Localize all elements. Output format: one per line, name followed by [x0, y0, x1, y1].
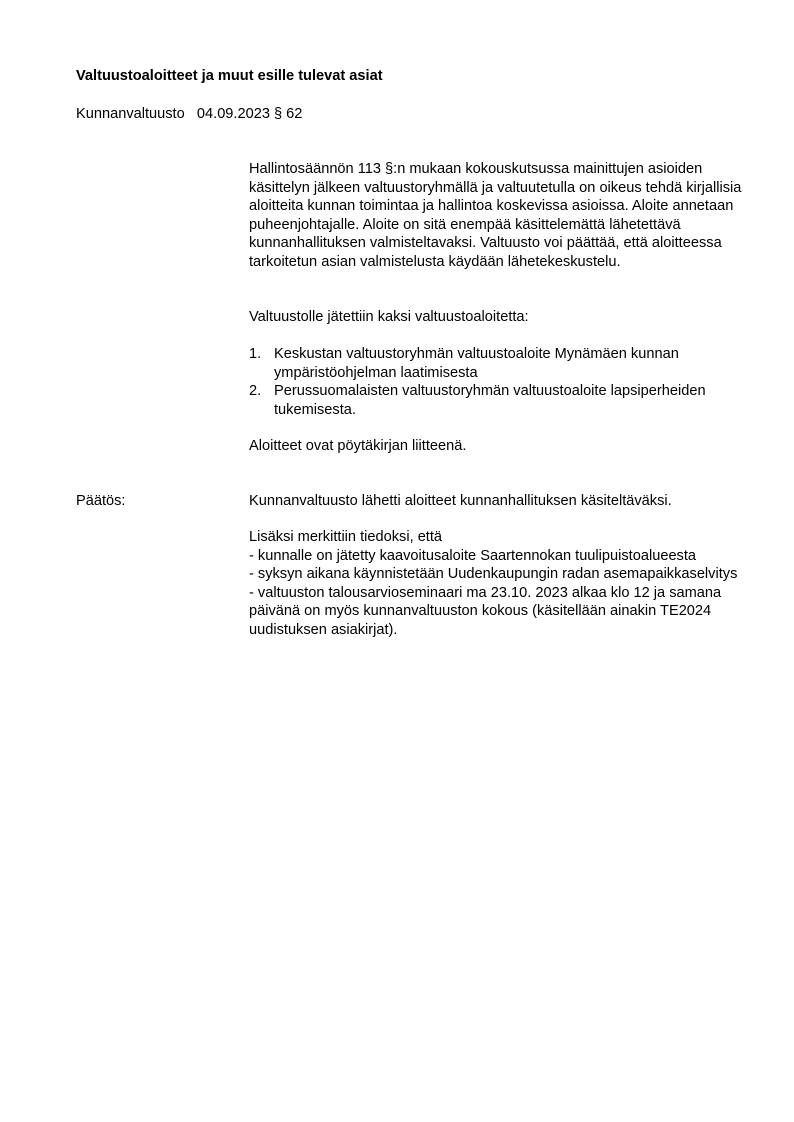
- list-item-number: 2.: [249, 383, 262, 400]
- document-title: Valtuustoaloitteet ja muut esille tulevat asiat: [76, 68, 383, 84]
- meeting-reference: [76, 105, 302, 124]
- notes-item: - syksyn aikana käynnistetään Uudenkaupungin radan asemapaikkaselvitys: [249, 566, 738, 583]
- list-item-number: 1.: [249, 346, 262, 362]
- motions-list: [249, 345, 749, 419]
- attachments-paragraph: Aloitteet ovat pöytäkirjan liitteenä.: [249, 438, 467, 454]
- list-item: [249, 382, 749, 419]
- notes-section: [249, 528, 749, 640]
- list-item-text: Perussuomalaisten valtuustoryhmän valtuustoaloite lapsiperheiden tukemisesta.: [274, 383, 706, 418]
- intro-paragraph: Hallintosäännön 113 §:n mukaan kokouskutsussa mainittujen asioiden käsittelyn jälkeen valtuustoryhmällä ja valtuutetulla on oikeus tehdä kirjallisia aloitteita kunnan toimintaa ja hallintoa koskevissa asioissa. Aloite annetaan puheenjohtajalle. Aloite on sitä enempää käsittelemättä lähetettävä kunnanhallituksen valmisteltavaksi. Valtuusto voi päättää, että aloitteessa tarkoitetun asian valmistelusta käydään lähetekeskustelu.: [249, 161, 742, 270]
- decision-paragraph: Kunnanvaltuusto lähetti aloitteet kunnanhallituksen käsiteltäväksi.: [249, 493, 672, 509]
- meeting-body: Kunnanvaltuusto: [76, 106, 185, 122]
- list-item-text: Keskustan valtuustoryhmän valtuustoaloite Mynämäen kunnan ympäristöohjelman laatimisesta: [274, 346, 679, 381]
- notes-item: - kunnalle on jätetty kaavoitusaloite Saartennokan tuulipuistoalueesta: [249, 547, 697, 564]
- notes-item: - valtuuston talousarvioseminaari ma 23.10. 2023 alkaa klo 12 ja samana päivänä on myös kunnanvaltuuston kokous (käsitellään ainakin TE2024 uudistuksen asiakirjat).: [249, 584, 722, 638]
- meeting-date-section: 04.09.2023 § 62: [196, 106, 303, 122]
- notes-intro: Lisäksi merkittiin tiedoksi, että: [249, 529, 443, 545]
- submitted-paragraph: Valtuustolle jätettiin kaksi valtuustoaloitetta:: [249, 309, 529, 325]
- list-item: [249, 345, 749, 382]
- decision-label: Päätös:: [76, 493, 126, 509]
